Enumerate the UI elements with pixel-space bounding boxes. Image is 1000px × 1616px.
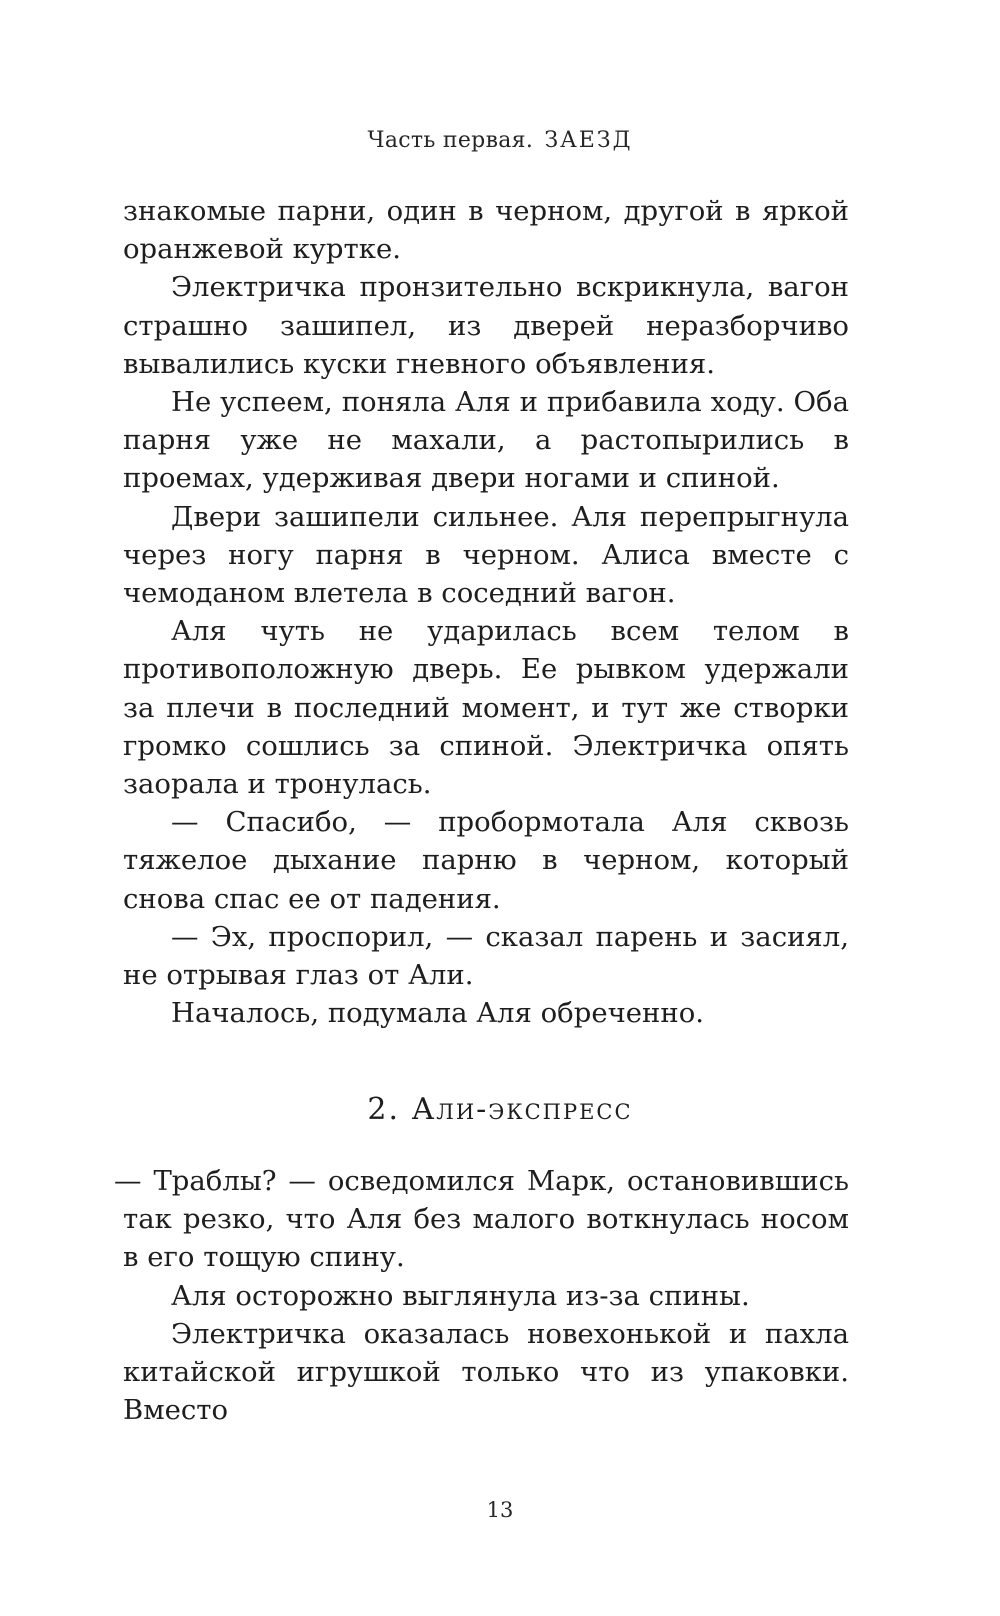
body-text-chapter-start (114, 1162, 849, 1429)
running-head-section: ЗАЕЗД (544, 128, 633, 153)
paragraph: — Эх, проспорил, — сказал парень и засиял, не отрывая глаз от Али. (123, 920, 849, 992)
paragraph: Началось, подумала Аля обреченно. (171, 997, 705, 1030)
chapter-title: 2. Али-экспресс (367, 1092, 633, 1127)
paragraph: Двери зашипели сильнее. Аля перепрыгнула через ногу парня в черном. Алиса вместе с чемоданом влетела в соседний вагон. (123, 500, 849, 610)
paragraph: — Траблы? — осведомился Марк, остановившись так резко, что Аля без малого воткнулась носом в его тощую спину. (114, 1165, 849, 1274)
page-number: 13 (486, 1498, 514, 1522)
paragraph: Не успеем, поняла Аля и прибавила ходу. Оба парня уже не махали, а растопырились в проемах, удерживая двери ногами и спиной. (123, 386, 849, 495)
paragraph: Электричка оказалась новехонькой и пахла китайской игрушкой только что из упаковки. Вместо (123, 1317, 849, 1427)
paragraph: знакомые парни, один в черном, другой в яркой оранжевой куртке. (123, 195, 849, 266)
paragraph: Электричка пронзительно вскрикнула, вагон страшно зашипел, из дверей неразборчиво вывалились куски гневного объявления. (123, 271, 849, 380)
paragraph: Аля чуть не ударилась всем телом в противоположную дверь. Ее рывком удержали за плечи в последний момент, и тут же створки громко сошлись за спиной. Электричка опять заорала и тронулась. (123, 615, 849, 801)
running-head-part: Часть первая. (367, 128, 534, 153)
paragraph: — Спасибо, — пробормотала Аля сквозь тяжелое дыхание парню в черном, который снова спас ее от падения. (123, 806, 849, 915)
running-head (0, 128, 1000, 153)
body-text-before-chapter (123, 192, 849, 1032)
paragraph: Аля осторожно выглянула из-за спины. (171, 1279, 750, 1312)
